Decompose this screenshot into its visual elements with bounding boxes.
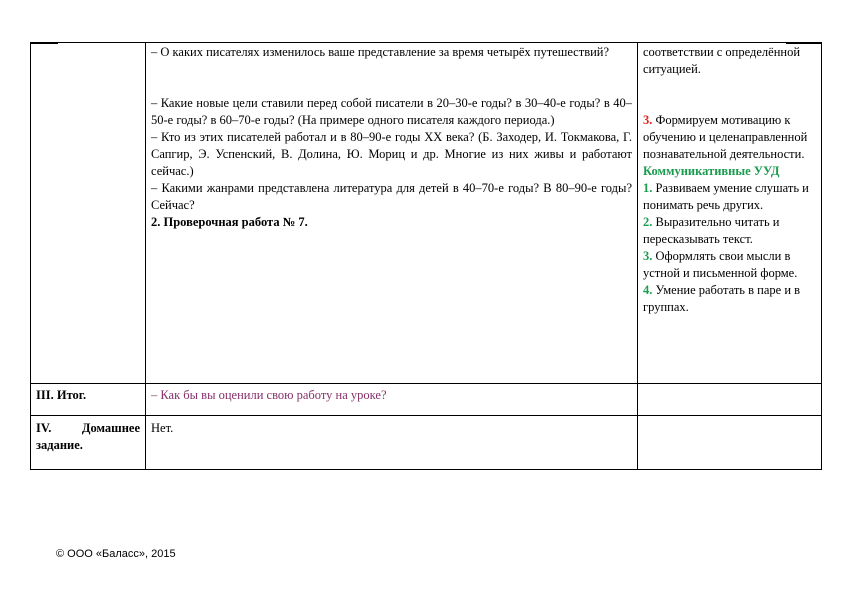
table-row [31, 43, 822, 384]
summary-question: – Как бы вы оценили свою работу на уроке? [151, 388, 387, 402]
communicative-3 [643, 248, 816, 282]
activity-cell [146, 43, 638, 384]
question-2: – Какие новые цели ставили перед собой писатели в 20–30-е годы? в 30–40-е годы? в 40–50-е годы? в 60–70-е годы? (На примере одного писателя каждого периода.) [151, 96, 632, 127]
communicative-2-text: Выразительно читать и пересказывать текст. [643, 215, 780, 246]
table-row [31, 416, 822, 470]
stage-cell [31, 43, 146, 384]
communicative-3-number: 3. [643, 249, 653, 263]
test-task: 2. Проверочная работа № 7. [151, 215, 308, 229]
lesson-table [30, 42, 822, 470]
stage-cell [31, 416, 146, 470]
outcome-3 [643, 112, 816, 163]
outcomes-cell [638, 416, 822, 470]
communicative-4-text: Умение работать в паре и в группах. [643, 283, 801, 314]
activity-cell [146, 416, 638, 470]
question-3: – Кто из этих писателей работал и в 80–90-е годы XX века? (Б. Заходер, И. Токмакова, Г. Сапгир, Э. Успенский, В. Долина, Ю. Мориц и др. Многие из них живы и работают сейчас.) [151, 130, 632, 178]
stage-cell [31, 384, 146, 416]
outcomes-cell [638, 43, 822, 384]
outcomes-cell [638, 384, 822, 416]
communicative-heading: Коммуникативные УУД [643, 164, 780, 178]
communicative-2 [643, 214, 816, 248]
communicative-1-number: 1. [643, 181, 653, 195]
communicative-4-number: 4. [643, 283, 653, 297]
outcome-3-number: 3. [643, 113, 653, 127]
stage-summary: III. Итог. [36, 388, 87, 402]
stage-homework-word1: Домашнее [81, 421, 140, 435]
communicative-3-text: Оформлять свои мысли в устной и письменной форме. [643, 249, 798, 280]
outcome-3-text: Формируем мотивацию к обучению и целенаправленной познавательной деятельности. [643, 113, 808, 161]
stage-homework-word2: задание. [36, 438, 83, 452]
stage-homework-number: IV. [36, 421, 52, 435]
question-4: – Какими жанрами представлена литература для детей в 40–70-е годы? В 80–90-е годы? Сейчас? [151, 181, 632, 212]
communicative-1-text: Развиваем умение слушать и понимать речь других. [643, 181, 809, 212]
activity-cell [146, 384, 638, 416]
table-row [31, 384, 822, 416]
communicative-1 [643, 180, 816, 214]
question-1: – О каких писателях изменилось ваше представление за время четырёх путешествий? [151, 45, 610, 59]
copyright-footer: © ООО «Баласс», 2015 [56, 548, 176, 560]
homework-text: Нет. [151, 421, 174, 435]
communicative-2-number: 2. [643, 215, 653, 229]
outcome-intro: соответствии с определённой ситуацией. [643, 45, 801, 76]
communicative-4 [643, 282, 816, 316]
